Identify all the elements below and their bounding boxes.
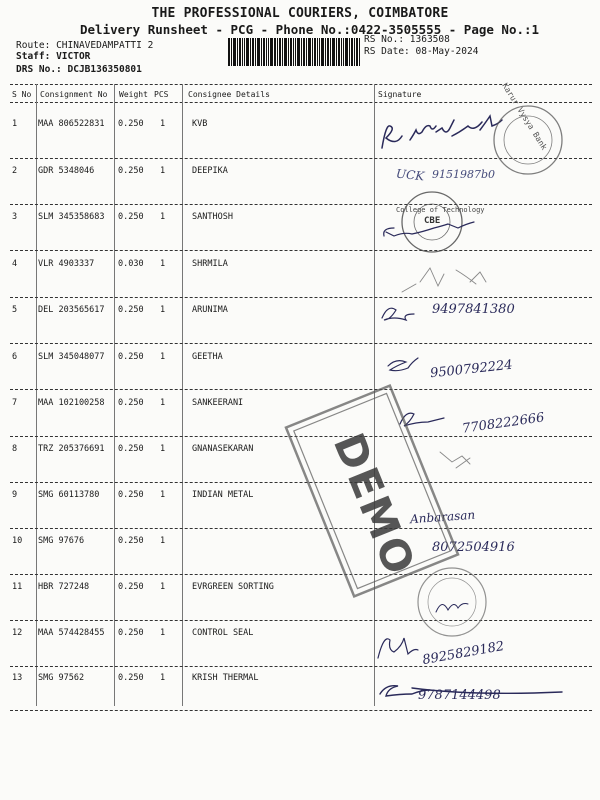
row-weight: 0.030	[118, 259, 144, 269]
row-consignment: HBR 727248	[38, 582, 90, 592]
row-pcs: 1	[160, 673, 166, 683]
staff-value: VICTOR	[56, 51, 91, 62]
row-consignment: GDR 5348046	[38, 166, 95, 176]
signature-1	[382, 116, 502, 148]
row-consignee: SHRMILA	[192, 259, 228, 269]
row-consignee: SANTHOSH	[192, 212, 233, 222]
row-consignee: GNANASEKARAN	[192, 444, 254, 454]
row-consignment: SMG 60113780	[38, 490, 100, 500]
row-sno: 9	[12, 490, 18, 500]
row-consignment: MAA 102100258	[38, 398, 105, 408]
rs-date-value: 08-May-2024	[415, 46, 479, 57]
rs-no-value: 1363508	[409, 34, 450, 45]
row-sno: 3	[12, 212, 18, 222]
drs-value: DCJB136350801	[67, 64, 142, 75]
col-pcs: PCS	[154, 90, 169, 99]
row-sno: 12	[12, 628, 23, 638]
signature-13-phone: 9787144498	[418, 688, 501, 703]
row-weight: 0.250	[118, 166, 144, 176]
signature-6-phone: 9500792224	[429, 357, 514, 382]
rs-no-label: RS No.:	[364, 34, 405, 45]
signature-7-phone: 7708222666	[461, 410, 546, 437]
signature-8	[440, 452, 470, 468]
row-weight: 0.250	[118, 352, 144, 362]
row-pcs: 1	[160, 305, 166, 315]
col-signature: Signature	[378, 90, 422, 99]
row-consignee: INDIAN METAL	[192, 490, 254, 500]
signature-5-phone: 9497841380	[432, 302, 515, 317]
signature-9-name: Anbarasan	[409, 507, 476, 527]
col-consignee: Consignee Details	[188, 90, 270, 99]
row-consignment: MAA 574428455	[38, 628, 105, 638]
row-pcs: 1	[160, 582, 166, 592]
row-consignee: KVB	[192, 119, 208, 129]
row-pcs: 1	[160, 398, 166, 408]
row-consignee: DEEPIKA	[192, 166, 228, 176]
row-weight: 0.250	[118, 398, 144, 408]
col-sno: S No	[12, 90, 32, 99]
col-consignment: Consignment No	[40, 90, 108, 99]
row-sno: 8	[12, 444, 18, 454]
row-consignee: CONTROL SEAL	[192, 628, 254, 638]
signature-2-initials: UCK	[395, 166, 425, 184]
row-consignment: VLR 4903337	[38, 259, 95, 269]
college-seal-text: College of Technology	[396, 206, 485, 214]
signature-10-phone: 8072504916	[432, 540, 515, 555]
row-pcs: 1	[160, 490, 166, 500]
row-sno: 4	[12, 259, 18, 269]
row-pcs: 1	[160, 259, 166, 269]
row-pcs: 1	[160, 352, 166, 362]
row-consignee: ARUNIMA	[192, 305, 228, 315]
row-pcs: 1	[160, 536, 166, 546]
signature-12	[378, 638, 418, 658]
row-sno: 5	[12, 305, 18, 315]
row-consignment: SLM 345048077	[38, 352, 105, 362]
row-pcs: 1	[160, 628, 166, 638]
row-weight: 0.250	[118, 582, 144, 592]
row-consignee: EVRGREEN SORTING	[192, 582, 274, 592]
row-sno: 10	[12, 536, 23, 546]
route-label: Route:	[16, 40, 51, 51]
signature-2-phone: 9151987b0	[432, 168, 496, 181]
col-weight: Weight	[119, 90, 148, 99]
row-weight: 0.250	[118, 628, 144, 638]
signature-6	[388, 358, 418, 371]
signature-11	[436, 604, 468, 613]
drs-label: DRS No.:	[16, 64, 62, 75]
row-weight: 0.250	[118, 673, 144, 683]
company-title: THE PROFESSIONAL COURIERS, COIMBATORE	[151, 6, 449, 21]
row-consignment: SLM 345358683	[38, 212, 105, 222]
row-consignee: KRISH THERMAL	[192, 673, 259, 683]
row-consignment: MAA 806522831	[38, 119, 105, 129]
demo-watermark-text: DEMO	[323, 426, 426, 583]
row-sno: 6	[12, 352, 18, 362]
signature-5	[382, 308, 414, 320]
row-weight: 0.250	[118, 444, 144, 454]
row-sno: 7	[12, 398, 18, 408]
runsheet-subtitle: Delivery Runsheet - PCG - Phone No.:0422-3505555 - Page No.:1	[80, 22, 540, 37]
row-sno: 13	[12, 673, 23, 683]
signature-4	[402, 268, 486, 292]
row-consignment: SMG 97562	[38, 673, 85, 683]
row-pcs: 1	[160, 444, 166, 454]
row-consignee: SANKEERANI	[192, 398, 244, 408]
college-seal-inner: CBE	[424, 216, 441, 226]
row-weight: 0.250	[118, 490, 144, 500]
row-consignment: SMG 97676	[38, 536, 85, 546]
staff-label: Staff:	[16, 51, 51, 62]
row-weight: 0.250	[118, 212, 144, 222]
route-value: CHINAVEDAMPATTI 2	[56, 40, 154, 51]
row11-seal-stamp	[418, 568, 486, 636]
row-sno: 2	[12, 166, 18, 176]
row-consignee: GEETHA	[192, 352, 223, 362]
row-consignment: DEL 203565617	[38, 305, 105, 315]
signature-12-phone: 8925829182	[421, 638, 506, 669]
row-sno: 1	[12, 119, 18, 129]
row-sno: 11	[12, 582, 23, 592]
row-weight: 0.250	[118, 119, 144, 129]
bank-seal-text: Karur Vysya Bank	[500, 81, 549, 152]
rs-date-label: RS Date:	[364, 46, 410, 57]
row-pcs: 1	[160, 119, 166, 129]
row-pcs: 1	[160, 212, 166, 222]
row-pcs: 1	[160, 166, 166, 176]
row-weight: 0.250	[118, 536, 144, 546]
row-consignment: TRZ 205376691	[38, 444, 105, 454]
row-weight: 0.250	[118, 305, 144, 315]
